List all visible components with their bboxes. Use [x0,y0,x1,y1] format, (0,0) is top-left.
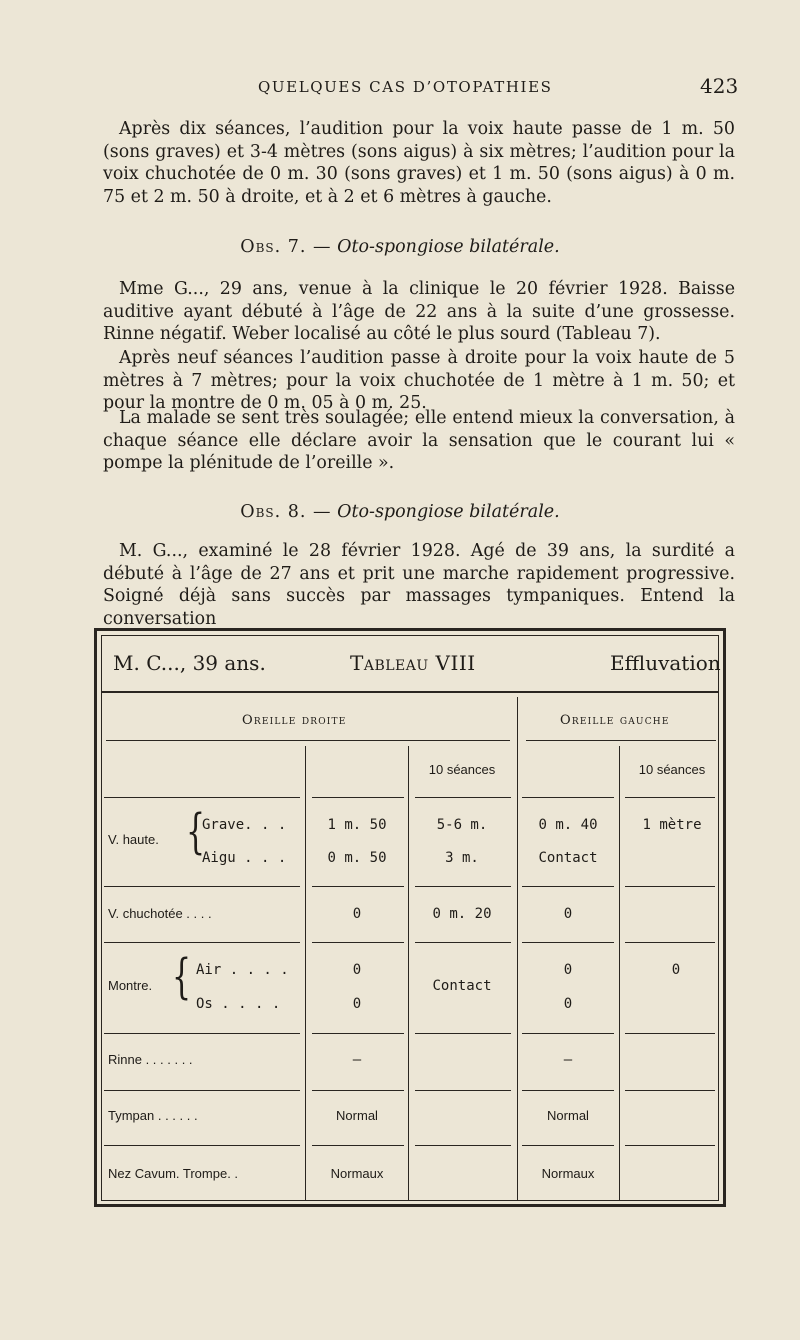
row-sep [522,797,614,798]
page-header [0,74,800,104]
obs-8-heading [0,502,800,522]
divider-label-col [305,746,306,1201]
row-sep [312,1033,404,1034]
ear-left-heading: Oreille gauche [560,713,670,728]
divider-right-before-after [408,746,409,1201]
montre-right-after: Contact [432,978,492,994]
paragraph-4: La malade se sent très soulagée; elle entend mieux la conversation, à chaque séance elle déclare avoir la sensation que le courant lui « pompe la plénitude de l’oreille ». [103,408,735,474]
brace-icon: { [172,949,192,1006]
obs-7-label: Obs. 7. — [240,237,332,257]
paragraph-5: M. G..., examiné le 28 février 1928. Agé de 39 ans, la surdité a débuté à l’âge de 27 ans et prit une marche rapidement progressive. Soigné déjà sans succès par massages tympaniques. Entend la conversation [103,541,735,629]
row-sep [522,1090,614,1091]
obs-8-title: Oto-spongiose bilatérale. [337,502,560,522]
nez-left: Normaux [541,1166,595,1181]
row-sep [104,1033,300,1034]
tympan-right: Normal [336,1108,378,1123]
tympan-left: Normal [547,1108,589,1123]
row-label-rinne: Rinne . . . . . . . [108,1052,193,1067]
row-sep [415,1033,511,1034]
row-sep [312,942,404,943]
row-label-v-haute: V. haute. [108,832,159,847]
row-sep [415,942,511,943]
row-sep [522,886,614,887]
grave-left-after: 1 mètre [642,817,702,833]
chuchotee-left-before: 0 [563,906,573,922]
table-method: Effluvation [610,651,721,675]
row-label-air: Air . . . . [196,962,289,978]
row-sep [522,1033,614,1034]
row-sep [415,1090,511,1091]
row-sep [625,942,715,943]
row-sep [312,1090,404,1091]
air-right-before: 0 [352,962,362,978]
ear-left-brace [526,740,716,741]
row-sep [104,886,300,887]
ear-right-brace [106,740,510,741]
running-title: QUELQUES CAS D’OTOPATHIES [258,78,553,96]
sessions-right: 10 séances [428,762,496,777]
row-sep [415,797,511,798]
rinne-right: — [352,1052,362,1068]
os-right-before: 0 [352,996,362,1012]
row-sep [625,797,715,798]
brace-icon: { [186,804,206,861]
grave-right-before: 1 m. 50 [327,817,387,833]
row-sep [104,797,300,798]
aigu-right-before: 0 m. 50 [327,850,387,866]
row-sep [522,1145,614,1146]
row-label-v-chuchotee: V. chuchotée . . . . [108,906,212,921]
os-left-before: 0 [563,996,573,1012]
obs-7-heading [0,237,800,257]
row-sep [312,1145,404,1146]
ear-right-heading: Oreille droite [242,713,347,728]
chuchotee-right-after: 0 m. 20 [432,906,492,922]
row-sep [312,886,404,887]
row-label-os: Os . . . . [196,996,281,1012]
grave-right-after: 5-6 m. [436,817,488,833]
row-sep [312,797,404,798]
table-title: Tableau VIII [350,651,476,675]
aigu-left-before: Contact [538,850,598,866]
chuchotee-right-before: 0 [352,906,362,922]
grave-left-before: 0 m. 40 [538,817,598,833]
divider-right-left [517,697,518,1201]
obs-7-title: Oto-spongiose bilatérale. [337,237,560,257]
row-sep [625,886,715,887]
row-sep [625,1145,715,1146]
row-sep [625,1090,715,1091]
table-patient: M. C..., 39 ans. [113,651,266,675]
row-label-nez-cavum-trompe: Nez Cavum. Trompe. . [108,1166,239,1181]
rinne-left: — [563,1052,573,1068]
row-sep [415,886,511,887]
row-sep [625,1033,715,1034]
aigu-right-after: 3 m. [445,850,479,866]
row-label-montre: Montre. [108,978,153,993]
sessions-left: 10 séances [638,762,706,777]
air-left-after: 0 [671,962,681,978]
row-label-grave: Grave. . . [202,817,287,833]
row-sep [415,1145,511,1146]
paragraph-1: Après dix séances, l’audition pour la voix haute passe de 1 m. 50 (sons graves) et 3-4 mètres (sons aigus) à six mètres; l’audition pour la voix chuchotée de 0 m. 30 (sons graves) et 1 m. 50 (sons aigus) à 0 m. 75 et 2 m. 50 à droite, et à 2 et 6 mètres à gauche. [103,119,735,207]
paragraph-3: Après neuf séances l’audition passe à droite pour la voix haute de 5 mètres à 7 mètres; pour la voix chuchotée de 1 mètre à 1 m. 50; et pour la montre de 0 m. 05 à 0 m. 25. [103,348,735,414]
page-number: 423 [700,74,739,98]
row-label-tympan: Tympan . . . . . . [108,1108,198,1123]
divider-left-before-after [619,746,620,1201]
row-sep [522,942,614,943]
row-sep [104,942,300,943]
air-left-before: 0 [563,962,573,978]
row-sep [104,1145,300,1146]
nez-right: Normaux [330,1166,384,1181]
row-label-aigu: Aigu . . . [202,850,287,866]
row-sep [104,1090,300,1091]
obs-8-label: Obs. 8. — [240,502,332,522]
paragraph-2: Mme G..., 29 ans, venue à la clinique le 20 février 1928. Baisse auditive ayant débuté à l’âge de 22 ans à la suite d’une grossesse. Rinne négatif. Weber localisé au côté le plus sourd (Tableau 7). [103,279,735,345]
